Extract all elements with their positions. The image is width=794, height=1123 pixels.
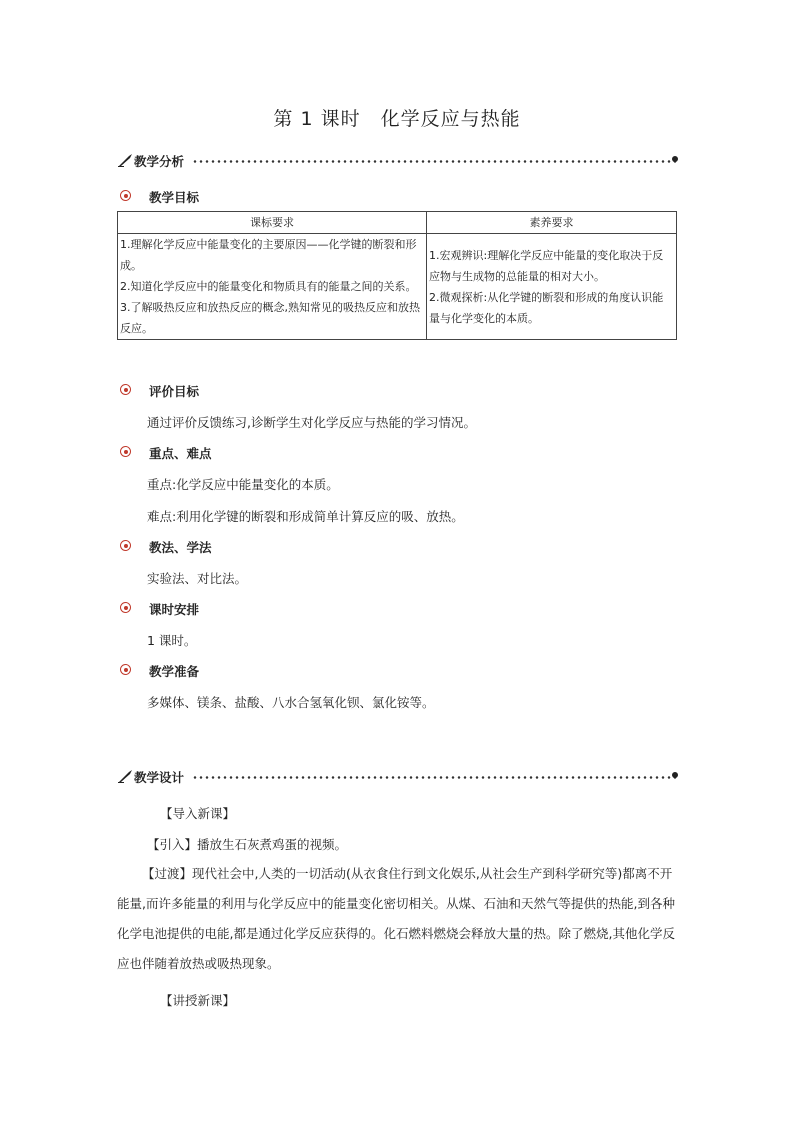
section-header-design: [118, 768, 676, 786]
section-header-analysis: [118, 152, 676, 170]
target-icon: [120, 602, 131, 613]
dotted-divider: [192, 160, 676, 163]
dotted-divider: [192, 776, 676, 779]
difficult-text: 难点:利用化学键的断裂和形成简单计算反应的吸、放热。: [147, 509, 464, 524]
target-icon: [120, 384, 131, 395]
hours-text: 1 课时。: [147, 633, 197, 648]
table-header: 素养要求: [427, 212, 677, 234]
table-header: 课标要求: [118, 212, 427, 234]
key-text: 重点:化学反应中能量变化的本质。: [147, 477, 339, 492]
prep-text: 多媒体、镁条、盐酸、八水合氢氧化钡、氯化铵等。: [147, 695, 435, 710]
pen-icon: [118, 153, 134, 167]
pen-icon: [118, 769, 134, 783]
new-lesson-heading: 【讲授新课】: [160, 993, 236, 1008]
goals-table: [117, 211, 677, 340]
divider-end: [672, 156, 678, 162]
eval-text: 通过评价反馈练习,诊断学生对化学反应与热能的学习情况。: [147, 415, 476, 430]
table-cell-right: 1.宏观辨识:理解化学反应中能量的变化取决于反应物与生成物的总能量的相对大小。 2.微观探析:从化学键的断裂和形成的角度认识能量与化学变化的本质。: [427, 234, 677, 340]
page-title: 第 1 课时 化学反应与热能: [273, 108, 521, 130]
method-text: 实验法、对比法。: [147, 571, 248, 586]
divider-end: [672, 772, 678, 778]
section-title: 教学分析: [134, 154, 185, 169]
target-icon: [120, 190, 131, 201]
guodu-paragraph: 【过渡】现代社会中,人类的一切活动(从衣食住行到文化娱乐,从社会生产到科学研究等)都离不开能量,而许多能量的利用与化学反应中的能量变化密切相关。从煤、石油和天然气等提供的热能,到各种化学电池提供的电能,都是通过化学反应获得的。化石燃料燃烧会释放大量的热。除了燃烧,其他化学反应也伴随着放热或吸热现象。: [117, 866, 675, 971]
target-icon: [120, 540, 131, 551]
intro-heading: 【导入新课】: [160, 806, 236, 821]
section-title: 教学设计: [134, 770, 185, 785]
target-icon: [120, 664, 131, 675]
target-icon: [120, 446, 131, 457]
yinru-text: 【引入】播放生石灰煮鸡蛋的视频。: [147, 837, 348, 852]
table-cell-left: 1.理解化学反应中能量变化的主要原因——化学键的断裂和形成。 2.知道化学反应中的能量变化和物质具有的能量之间的关系。 3.了解吸热反应和放热反应的概念,熟知常见的吸热反应和放热反应。: [118, 234, 427, 340]
